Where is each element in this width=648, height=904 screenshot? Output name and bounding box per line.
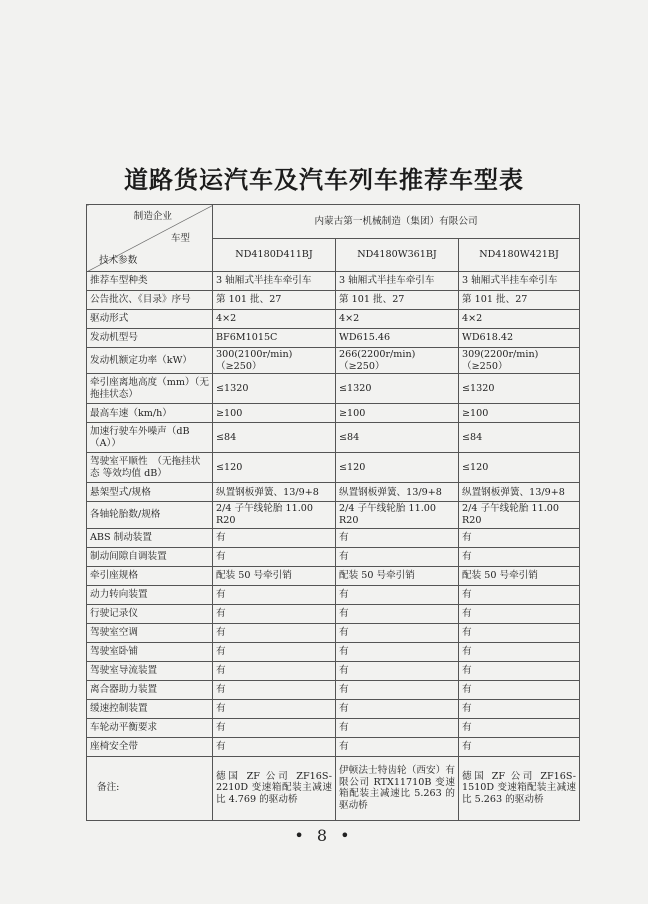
- table-row: [87, 680, 580, 699]
- parameter-label: 推荐车型种类: [87, 272, 213, 291]
- remark-value: 德国 ZF 公司 ZF16S-2210D 变速箱配装主减速比 4.769 的驱动桥: [213, 756, 336, 820]
- parameter-value: 有: [213, 528, 336, 547]
- model-header: ND4180W361BJ: [336, 239, 459, 272]
- table-row: [87, 502, 580, 528]
- table-row: [87, 291, 580, 310]
- parameter-value: 有: [336, 680, 459, 699]
- parameter-value: 有: [336, 604, 459, 623]
- parameter-value: 4×2: [336, 310, 459, 329]
- parameter-value: 有: [213, 699, 336, 718]
- parameter-label: 缓速控制装置: [87, 699, 213, 718]
- parameter-value: 3 轴厢式半挂车牵引车: [459, 272, 580, 291]
- parameter-value: ≤1320: [459, 374, 580, 404]
- model-header: ND4180D411BJ: [213, 239, 336, 272]
- parameter-value: 4×2: [213, 310, 336, 329]
- parameter-value: 309(2200r/min)（≥250）: [459, 348, 580, 374]
- table-row: [87, 483, 580, 502]
- parameter-axis-label: 技术参数: [99, 255, 138, 267]
- parameter-value: 有: [336, 623, 459, 642]
- parameter-value: 266(2200r/min)（≥250）: [336, 348, 459, 374]
- parameter-value: 第 101 批、27: [213, 291, 336, 310]
- parameter-label: 驾驶室卧铺: [87, 642, 213, 661]
- parameter-value: ≤84: [459, 423, 580, 453]
- parameter-value: 4×2: [459, 310, 580, 329]
- parameter-value: 有: [459, 718, 580, 737]
- remark-value: 伊顿法士特齿轮（西安）有限公司 RTX11710B 变速箱配装主减速比 5.263 的驱动桥: [336, 756, 459, 820]
- remark-value: 德国 ZF 公司 ZF16S-1510D 变速箱配装主减速比 5.263 的驱动桥: [459, 756, 580, 820]
- parameter-value: WD615.46: [336, 329, 459, 348]
- model-axis-label: 车型: [170, 233, 190, 244]
- parameter-value: 有: [213, 737, 336, 756]
- parameter-value: ≤120: [213, 453, 336, 483]
- parameter-value: 有: [213, 661, 336, 680]
- parameter-label: ABS 制动装置: [87, 528, 213, 547]
- diagonal-header-cell: [87, 205, 213, 272]
- parameter-value: 纵置钢板弹簧、13/9+8: [213, 483, 336, 502]
- parameter-value: 有: [459, 528, 580, 547]
- parameter-value: 2/4 子午线轮胎 11.00 R20: [213, 502, 336, 528]
- parameter-value: 有: [459, 661, 580, 680]
- parameter-label: 制动间隙自调装置: [87, 547, 213, 566]
- parameter-value: 第 101 批、27: [459, 291, 580, 310]
- table-row: [87, 566, 580, 585]
- parameter-label: 公告批次、《目录》序号: [87, 291, 213, 310]
- parameter-value: BF6M1015C: [213, 329, 336, 348]
- manufacturer-name: 内蒙古第一机械制造（集团）有限公司: [213, 205, 580, 239]
- page-title: 道路货运汽车及汽车列车推荐车型表: [124, 166, 524, 194]
- parameter-value: ≥100: [459, 404, 580, 423]
- parameter-value: 有: [336, 699, 459, 718]
- parameter-value: ≤120: [336, 453, 459, 483]
- table-row: [87, 310, 580, 329]
- parameter-value: 有: [459, 699, 580, 718]
- parameter-value: ≤120: [459, 453, 580, 483]
- table-row: [87, 604, 580, 623]
- parameter-value: 有: [336, 547, 459, 566]
- vehicle-spec-table: [86, 204, 580, 821]
- parameter-label: 最高车速（km/h）: [87, 404, 213, 423]
- table-row: [87, 585, 580, 604]
- table-row: [87, 737, 580, 756]
- parameter-value: WD618.42: [459, 329, 580, 348]
- parameter-value: ≥100: [336, 404, 459, 423]
- parameter-value: 有: [459, 623, 580, 642]
- parameter-value: 有: [336, 737, 459, 756]
- table-row: [87, 272, 580, 291]
- parameter-value: 有: [336, 661, 459, 680]
- parameter-value: 配装 50 号牵引销: [213, 566, 336, 585]
- parameter-value: 有: [459, 547, 580, 566]
- table-row: [87, 329, 580, 348]
- parameter-label: 加速行驶车外噪声（dB（A））: [87, 423, 213, 453]
- parameter-label: 离合器助力装置: [87, 680, 213, 699]
- parameter-value: ≤1320: [336, 374, 459, 404]
- parameter-value: 有: [213, 547, 336, 566]
- parameter-label: 发动机型号: [87, 329, 213, 348]
- parameter-label: 车轮动平衡要求: [87, 718, 213, 737]
- parameter-value: 有: [459, 680, 580, 699]
- table-row: [87, 642, 580, 661]
- parameter-value: 有: [213, 623, 336, 642]
- parameter-value: 3 轴厢式半挂车牵引车: [336, 272, 459, 291]
- parameter-value: 有: [213, 680, 336, 699]
- parameter-value: 有: [459, 737, 580, 756]
- parameter-value: 有: [213, 604, 336, 623]
- parameter-value: 3 轴厢式半挂车牵引车: [213, 272, 336, 291]
- parameter-value: 有: [213, 642, 336, 661]
- parameter-value: 有: [213, 718, 336, 737]
- parameter-label: 驾驶室导流装置: [87, 661, 213, 680]
- parameter-value: 有: [459, 642, 580, 661]
- parameter-value: 配装 50 号牵引销: [459, 566, 580, 585]
- table-row: [87, 661, 580, 680]
- parameter-value: 有: [336, 642, 459, 661]
- parameter-value: ≤1320: [213, 374, 336, 404]
- parameter-label: 座椅安全带: [87, 737, 213, 756]
- parameter-label: 驾驶室平顺性 （无拖挂状态 等效均值 dB）: [87, 453, 213, 483]
- table-row: [87, 404, 580, 423]
- parameter-value: 有: [336, 718, 459, 737]
- parameter-value: 2/4 子午线轮胎 11.00 R20: [459, 502, 580, 528]
- parameter-value: ≥100: [213, 404, 336, 423]
- parameter-label: 各轴轮胎数/规格: [87, 502, 213, 528]
- parameter-value: 有: [336, 585, 459, 604]
- parameter-value: 配装 50 号牵引销: [336, 566, 459, 585]
- parameter-value: 第 101 批、27: [336, 291, 459, 310]
- parameter-label: 牵引座离地高度（mm）（无拖挂状态）: [87, 374, 213, 404]
- parameter-label: 悬架型式/规格: [87, 483, 213, 502]
- parameter-label: 驱动形式: [87, 310, 213, 329]
- page-number: • 8 •: [294, 826, 354, 845]
- parameter-label: 动力转向装置: [87, 585, 213, 604]
- parameter-label: 发动机额定功率（kW）: [87, 348, 213, 374]
- remarks-label: 备注:: [87, 756, 213, 820]
- parameter-value: 有: [336, 528, 459, 547]
- parameter-value: 纵置钢板弹簧、13/9+8: [336, 483, 459, 502]
- parameter-value: 纵置钢板弹簧、13/9+8: [459, 483, 580, 502]
- table-row: [87, 623, 580, 642]
- table-row: [87, 423, 580, 453]
- model-header: ND4180W421BJ: [459, 239, 580, 272]
- parameter-value: 有: [213, 585, 336, 604]
- parameter-value: 2/4 子午线轮胎 11.00 R20: [336, 502, 459, 528]
- table-row: [87, 453, 580, 483]
- parameter-label: 驾驶室空调: [87, 623, 213, 642]
- remarks-row: [87, 756, 580, 820]
- parameter-value: 300(2100r/min)（≥250）: [213, 348, 336, 374]
- parameter-value: ≤84: [336, 423, 459, 453]
- table-row: [87, 374, 580, 404]
- manufacturer-axis-label: 制造企业: [133, 211, 172, 222]
- parameter-label: 牵引座规格: [87, 566, 213, 585]
- table-row: [87, 718, 580, 737]
- table-row: [87, 547, 580, 566]
- table-row: [87, 699, 580, 718]
- parameter-value: 有: [459, 585, 580, 604]
- table-row: [87, 528, 580, 547]
- table-row: [87, 348, 580, 374]
- parameter-value: ≤84: [213, 423, 336, 453]
- parameter-label: 行驶记录仪: [87, 604, 213, 623]
- parameter-value: 有: [459, 604, 580, 623]
